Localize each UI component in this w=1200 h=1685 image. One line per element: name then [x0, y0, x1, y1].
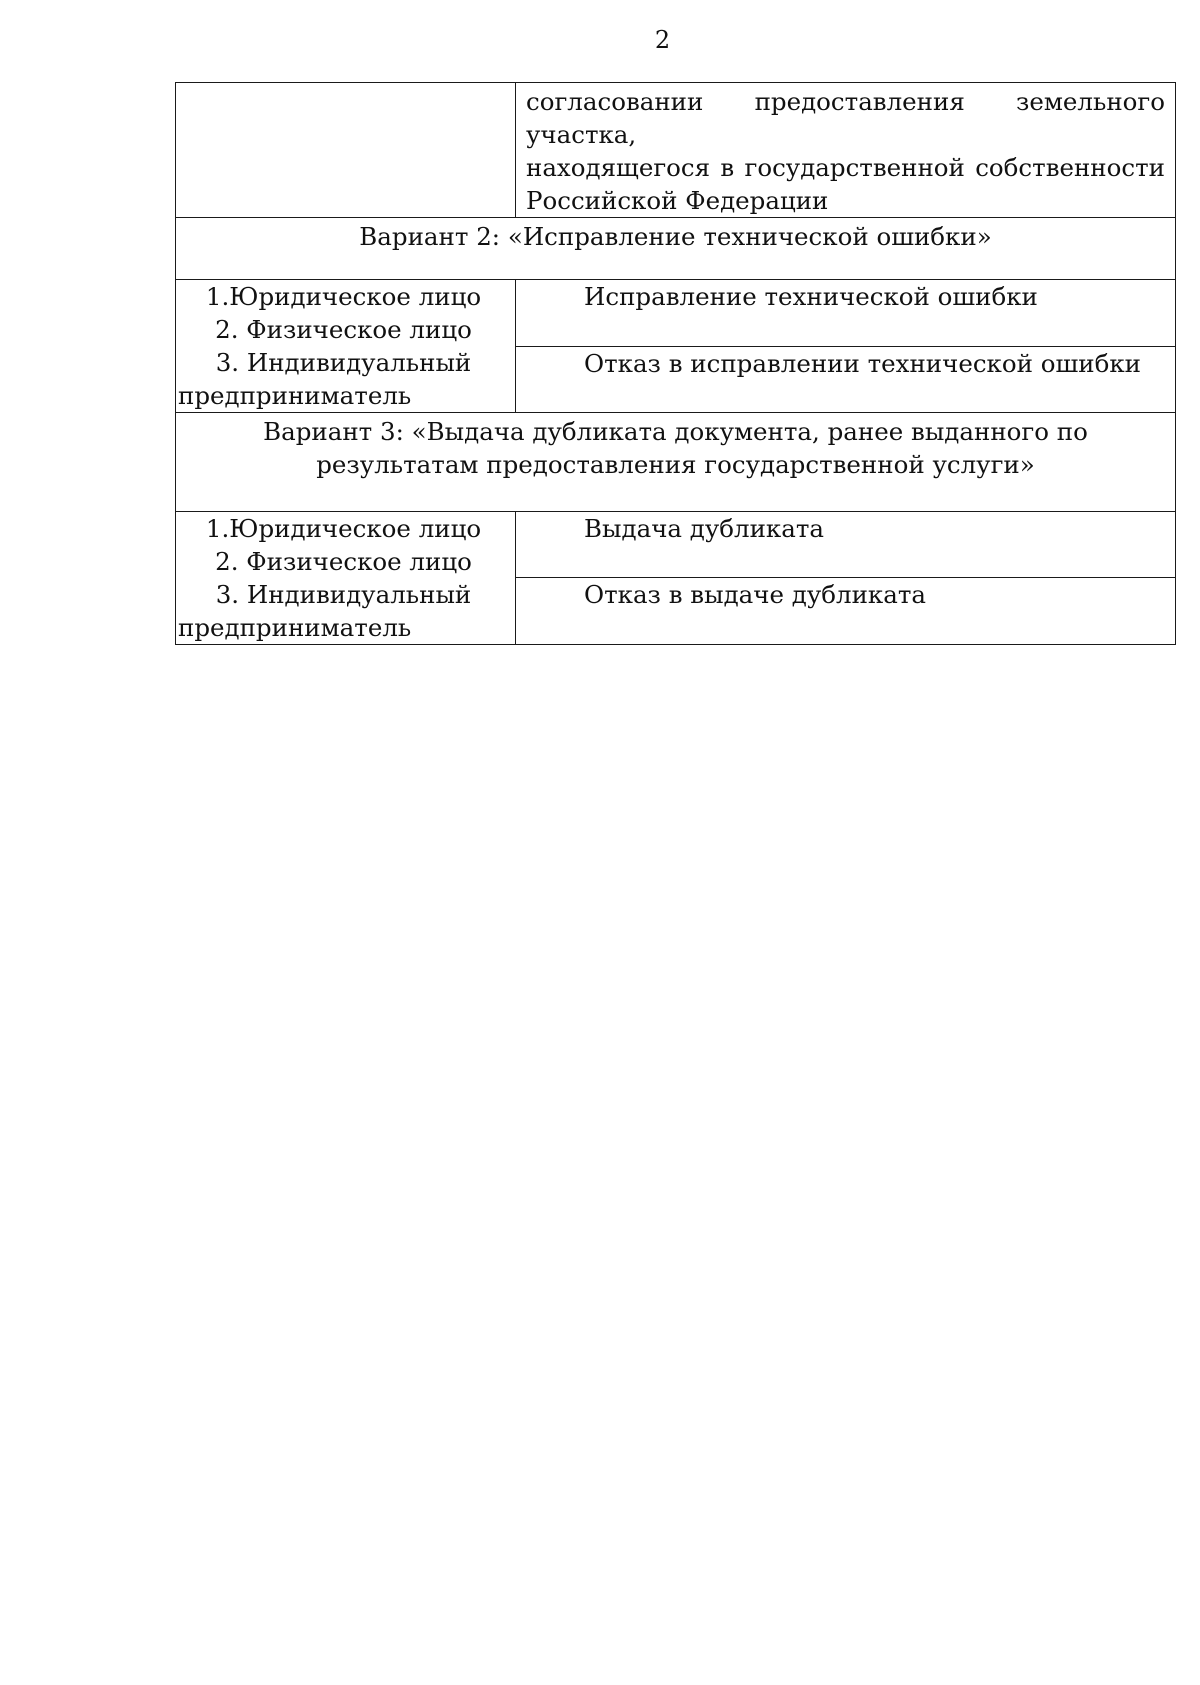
- table-row: [176, 413, 1176, 512]
- applicant-item: 2. Физическое лицо: [215, 315, 472, 344]
- applicant-item: предприниматель: [178, 613, 412, 642]
- description-line: Российской Федерации: [526, 186, 829, 215]
- variant-3-result-1: Выдача дубликата: [516, 512, 1176, 578]
- applicant-item: 3. Индивидуальный: [215, 580, 472, 609]
- variant-2-result-2: Отказ в исправлении технической ошибки: [516, 346, 1176, 413]
- description-line: находящегося в государственной собственности: [526, 153, 1165, 182]
- variant-3-result-2: Отказ в выдаче дубликата: [516, 578, 1176, 645]
- variant-2-result-1: Исправление технической ошибки: [516, 280, 1176, 347]
- variant-2-header: [176, 218, 1176, 280]
- variants-table: [175, 82, 1176, 645]
- table-row: [176, 83, 1176, 218]
- applicant-item: 2. Физическое лицо: [215, 547, 472, 576]
- variant-2-applicants: [176, 280, 516, 413]
- variant-3-header: [176, 413, 1176, 512]
- variant-3-applicants: [176, 512, 516, 645]
- table-row: [176, 512, 1176, 578]
- variant-3-title-line-2: результатам предоставления государственной услуги»: [316, 450, 1035, 479]
- description-line: согласовании предоставления земельного участка,: [526, 87, 1165, 149]
- empty-cell: [176, 83, 516, 218]
- variant-3-title-line-1: Вариант 3: «Выдача дубликата документа, ранее выданного по: [263, 417, 1088, 446]
- applicant-item: предприниматель: [178, 381, 412, 410]
- applicant-item: 3. Индивидуальный: [215, 348, 472, 377]
- table-row: [176, 218, 1176, 280]
- page-number: 2: [654, 26, 671, 54]
- table-row: [176, 280, 1176, 347]
- applicant-item: 1.Юридическое лицо: [205, 282, 482, 311]
- continued-description-cell: [516, 83, 1176, 218]
- applicant-item: 1.Юридическое лицо: [205, 514, 482, 543]
- variant-2-title: Вариант 2: «Исправление технической ошибки»: [359, 222, 992, 251]
